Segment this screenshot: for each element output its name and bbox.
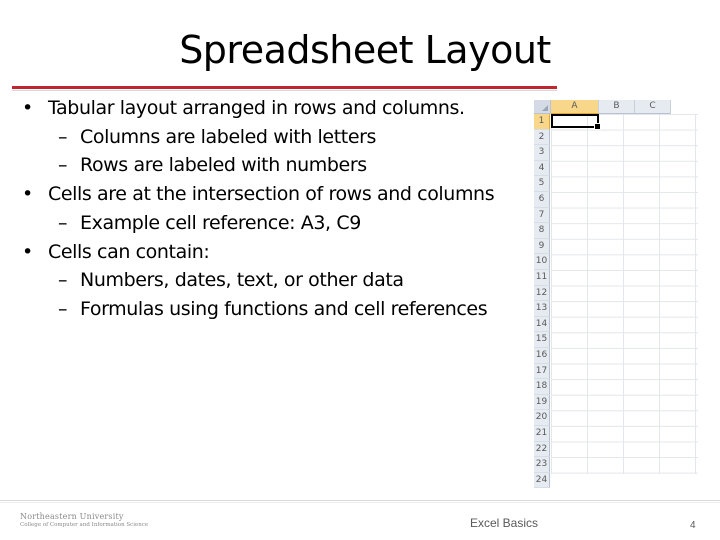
bullet-item	[22, 180, 532, 209]
active-cell-cursor	[551, 114, 599, 128]
dash-marker: –	[58, 125, 68, 148]
footer-divider	[0, 500, 720, 501]
logo-university-text: Northeastern University	[20, 512, 124, 521]
bullet-item	[22, 94, 532, 123]
row-header-17: 17	[534, 364, 550, 380]
bullet-text: Formulas using functions and cell references	[80, 297, 488, 320]
select-all-corner	[534, 100, 551, 114]
row-header-23: 23	[534, 457, 550, 473]
university-logo	[20, 512, 148, 528]
sub-bullet-item	[22, 266, 532, 295]
cell-grid	[551, 114, 698, 474]
column-header-a: A	[551, 100, 599, 114]
row-header-10: 10	[534, 254, 550, 270]
bullet-text: Rows are labeled with numbers	[80, 154, 367, 177]
row-header-1: 1	[534, 114, 550, 130]
dash-marker: –	[58, 297, 68, 320]
dash-marker: –	[58, 154, 68, 177]
dash-marker: –	[58, 211, 68, 234]
slide-title: Spreadsheet Layout	[179, 28, 551, 72]
page-number: 4	[690, 520, 696, 531]
row-header-19: 19	[534, 395, 550, 411]
row-header-4: 4	[534, 161, 550, 177]
row-header-12: 12	[534, 286, 550, 302]
bullet-text: Tabular layout arranged in rows and columns.	[48, 97, 465, 119]
column-header-b: B	[599, 100, 635, 114]
column-header-c: C	[635, 100, 671, 114]
title-underline	[12, 86, 557, 89]
row-header-21: 21	[534, 426, 550, 442]
dash-marker: –	[58, 269, 68, 292]
bullet-text: Example cell reference: A3, C9	[80, 211, 361, 234]
sub-bullet-item	[22, 295, 532, 324]
bullet-item	[22, 238, 532, 267]
logo-college-text: College of Computer and Information Science	[20, 522, 149, 528]
row-header-14: 14	[534, 317, 550, 333]
row-header-7: 7	[534, 208, 550, 224]
sub-bullet-item	[22, 209, 532, 238]
row-header-16: 16	[534, 348, 550, 364]
row-header-5: 5	[534, 176, 550, 192]
row-header-11: 11	[534, 270, 550, 286]
spreadsheet-image	[534, 100, 698, 485]
footer-title: Excel Basics	[470, 516, 539, 530]
row-header-22: 22	[534, 442, 550, 458]
footer-divider-shadow	[0, 502, 720, 503]
row-header-6: 6	[534, 192, 550, 208]
bullet-marker: •	[22, 240, 33, 263]
sub-bullet-item	[22, 151, 532, 180]
row-header-13: 13	[534, 301, 550, 317]
row-header-15: 15	[534, 332, 550, 348]
row-header-24: 24	[534, 473, 550, 489]
row-header-8: 8	[534, 223, 550, 239]
bullet-text: Cells are at the intersection of rows and columns	[48, 183, 495, 206]
row-header-9: 9	[534, 239, 550, 255]
row-header-3: 3	[534, 145, 550, 161]
bullet-text: Numbers, dates, text, or other data	[80, 269, 404, 292]
row-header-18: 18	[534, 379, 550, 395]
title-underline-shadow	[12, 90, 557, 91]
bullet-marker: •	[22, 183, 33, 206]
bullet-text: Columns are labeled with letters	[80, 125, 377, 148]
bullet-text: Cells can contain:	[48, 240, 210, 263]
bullet-list	[22, 94, 532, 324]
row-header-20: 20	[534, 410, 550, 426]
bullet-marker: •	[22, 97, 33, 119]
row-header-2: 2	[534, 130, 550, 146]
sub-bullet-item	[22, 123, 532, 152]
